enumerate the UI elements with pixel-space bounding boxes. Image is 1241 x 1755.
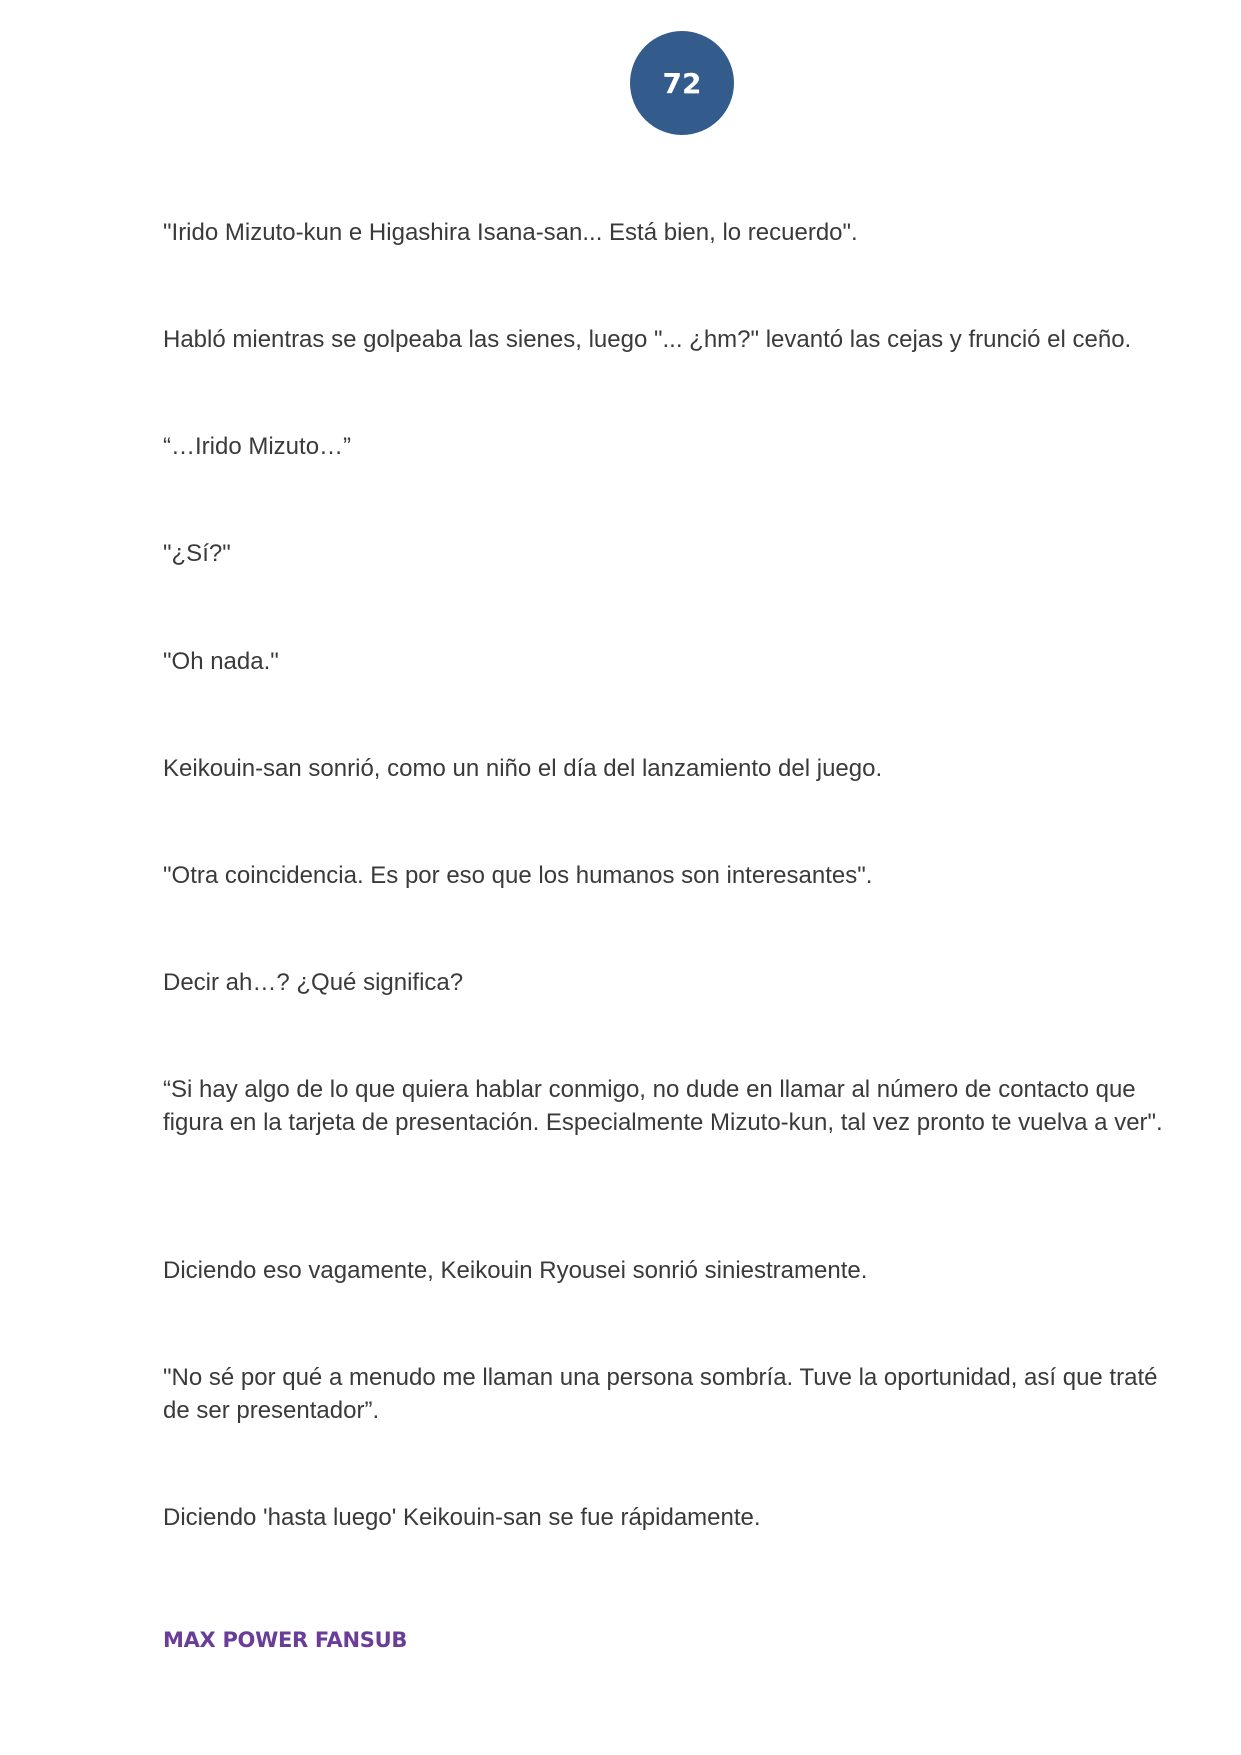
paragraph: "Oh nada." (163, 648, 279, 675)
paragraph: Diciendo 'hasta luego' Keikouin-san se fue rápidamente. (163, 1504, 761, 1531)
paragraph: "Otra coincidencia. Es por eso que los humanos son interesantes". (163, 862, 873, 889)
paragraph: "Irido Mizuto-kun e Higashira Isana-san... Está bien, lo recuerdo". (163, 219, 858, 246)
fansub-credit: MAX POWER FANSUB (163, 1628, 408, 1652)
paragraph: "No sé por qué a menudo me llaman una persona sombría. Tuve la oportunidad, así que traté de ser presentador”. (163, 1364, 1158, 1424)
paragraph: "¿Sí?" (163, 540, 231, 567)
paragraph: “…Irido Mizuto…” (163, 433, 352, 460)
paragraph: “Si hay algo de lo que quiera hablar conmigo, no dude en llamar al número de contacto que figura en la tarjeta de presentación. Especialmente Mizuto-kun, tal vez pronto te vuelva a ver". (163, 1076, 1163, 1136)
page-number: 72 (662, 66, 702, 100)
paragraph: Habló mientras se golpeaba las sienes, luego "... ¿hm?" levantó las cejas y frunció el ceño. (163, 326, 1132, 353)
paragraph: Keikouin-san sonrió, como un niño el día del lanzamiento del juego. (163, 755, 883, 782)
paragraph: Decir ah…? ¿Qué significa? (163, 969, 464, 996)
paragraph: Diciendo eso vagamente, Keikouin Ryousei sonrió siniestramente. (163, 1257, 868, 1284)
page-number-badge (630, 31, 734, 135)
